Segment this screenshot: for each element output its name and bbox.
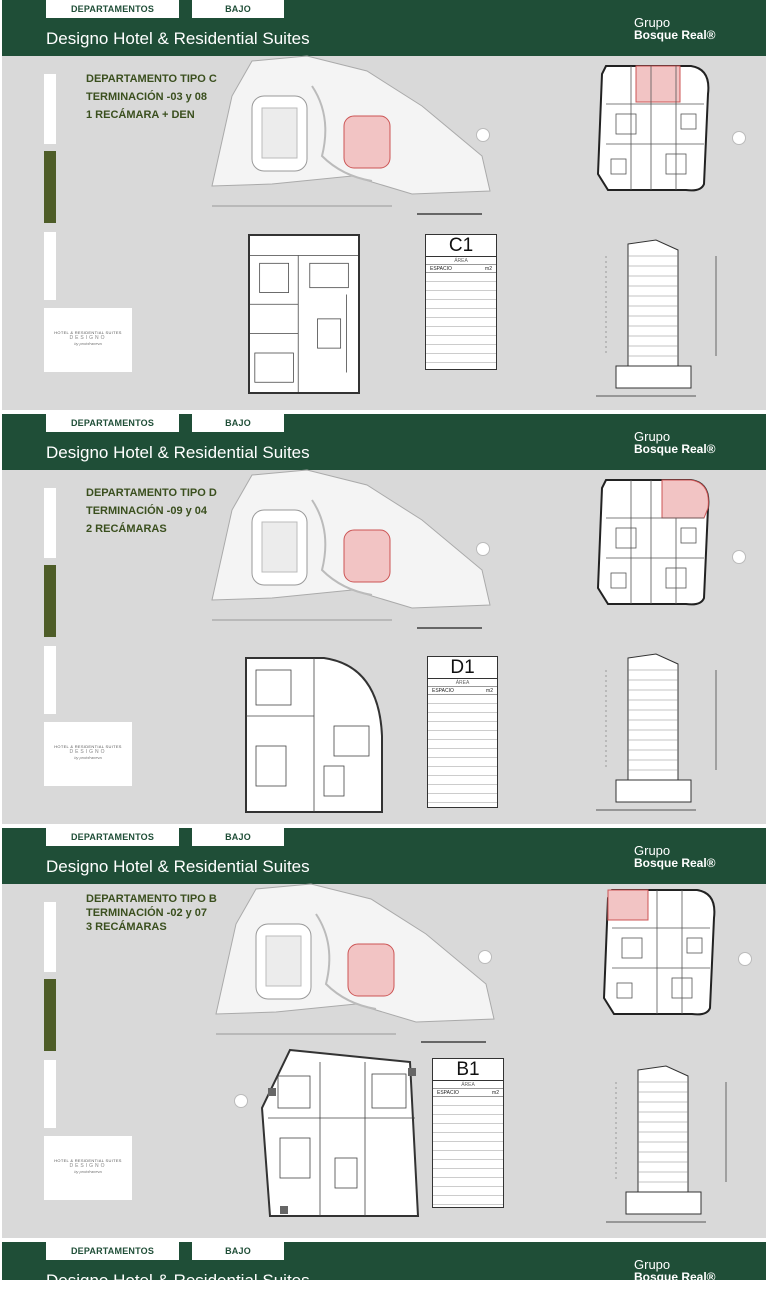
table-row	[433, 1115, 503, 1124]
brand-logo	[634, 16, 716, 42]
side-bar-white	[44, 646, 56, 714]
side-bar-white	[44, 74, 56, 144]
tab-bajo[interactable]: BAJO	[192, 1242, 284, 1260]
brand-line-bosque-real: Bosque Real®	[634, 442, 716, 456]
brand-line-grupo: Grupo	[634, 15, 671, 30]
col-m2: m2	[492, 1090, 499, 1096]
brand-logo	[634, 430, 716, 456]
table-row	[428, 740, 497, 749]
table-row	[428, 794, 497, 803]
table-row	[433, 1169, 503, 1178]
tab-departamentos[interactable]: DEPARTAMENTOS	[46, 1242, 179, 1260]
panel-header	[2, 828, 766, 884]
col-espacio: ESPACIO	[430, 266, 452, 272]
table-row	[426, 309, 496, 318]
tab-departamentos[interactable]: DEPARTAMENTOS	[46, 828, 179, 846]
building-elevation	[596, 650, 766, 818]
table-row	[433, 1160, 503, 1169]
floor-key-plan	[596, 64, 714, 192]
area-table	[425, 234, 497, 370]
panel-header	[2, 414, 766, 470]
logo-line: DESIGNO	[69, 1163, 107, 1169]
table-row	[426, 336, 496, 345]
apartment-type: DEPARTAMENTO TIPO C	[86, 73, 217, 85]
apartment-termination: TERMINACIÓN -02 y 07	[86, 907, 208, 919]
table-row	[426, 327, 496, 336]
tab-bajo[interactable]: BAJO	[192, 414, 284, 432]
apartment-termination: TERMINACIÓN -09 y 04	[86, 505, 208, 517]
area-table	[427, 656, 498, 808]
compass-icon	[234, 1094, 248, 1108]
side-bar-green	[44, 979, 56, 1051]
designo-logo	[44, 722, 132, 786]
col-espacio: ESPACIO	[437, 1090, 459, 1096]
col-m2: m2	[485, 266, 492, 272]
logo-line: HOTEL & RESIDENTIAL SUITES	[54, 330, 122, 335]
brand-line-bosque-real: Bosque Real®	[634, 1270, 716, 1284]
table-row	[428, 713, 497, 722]
tab-departamentos[interactable]: DEPARTAMENTOS	[46, 414, 179, 432]
logo-line: DESIGNO	[69, 749, 107, 755]
table-row	[433, 1133, 503, 1142]
logo-line: HOTEL & RESIDENTIAL SUITES	[54, 1158, 122, 1163]
page-title: Designo Hotel & Residential Suites	[46, 1271, 310, 1290]
table-row	[428, 704, 497, 713]
panel-header	[2, 0, 766, 56]
area-table-header	[433, 1089, 503, 1097]
logo-line: DESIGNO	[69, 335, 107, 341]
panel-body	[2, 56, 766, 410]
table-row	[426, 345, 496, 354]
table-row	[426, 354, 496, 363]
table-row	[433, 1124, 503, 1133]
unit-code: B1	[433, 1059, 503, 1081]
table-row	[433, 1187, 503, 1196]
apartment-info	[86, 892, 217, 934]
apartment-termination: TERMINACIÓN -03 y 08	[86, 91, 208, 103]
compass-icon	[478, 950, 492, 964]
table-row	[428, 767, 497, 776]
brand-line-bosque-real: Bosque Real®	[634, 28, 716, 42]
site-plan	[216, 884, 496, 1044]
logo-line: by proinfraneva	[74, 1169, 102, 1174]
brand-logo	[634, 844, 716, 870]
unit-floor-plan	[260, 1048, 422, 1218]
site-plan	[212, 56, 492, 216]
table-row	[428, 749, 497, 758]
apartment-panel-partial	[2, 1242, 766, 1290]
compass-icon	[732, 550, 746, 564]
unit-code: C1	[426, 235, 496, 257]
compass-icon	[476, 128, 490, 142]
table-row	[428, 758, 497, 767]
area-table-title: ÁREA	[428, 679, 497, 687]
table-row	[433, 1097, 503, 1106]
site-plan	[212, 470, 492, 630]
apartment-info	[86, 70, 217, 124]
apartment-info	[86, 484, 217, 538]
table-row	[428, 731, 497, 740]
logo-line: by proinfraneva	[74, 755, 102, 760]
floor-key-plan	[596, 478, 714, 606]
table-row	[426, 273, 496, 282]
area-table-title: ÁREA	[426, 257, 496, 265]
table-row	[428, 695, 497, 704]
table-row	[428, 722, 497, 731]
col-espacio: ESPACIO	[432, 688, 454, 694]
apartment-type: DEPARTAMENTO TIPO B	[86, 893, 217, 905]
apartment-bedrooms: 2 RECÁMARAS	[86, 523, 167, 535]
page-title: Designo Hotel & Residential Suites	[46, 29, 310, 48]
unit-code: D1	[428, 657, 497, 679]
logo-line: HOTEL & RESIDENTIAL SUITES	[54, 744, 122, 749]
tab-bajo[interactable]: BAJO	[192, 0, 284, 18]
designo-logo	[44, 308, 132, 372]
compass-icon	[732, 131, 746, 145]
brand-line-grupo: Grupo	[634, 843, 671, 858]
table-row	[433, 1106, 503, 1115]
table-row	[433, 1196, 503, 1205]
apartment-panel-c	[2, 0, 766, 410]
floor-key-plan	[602, 888, 720, 1016]
brand-line-grupo: Grupo	[634, 429, 671, 444]
tab-departamentos[interactable]: DEPARTAMENTOS	[46, 0, 179, 18]
apartment-bedrooms: 1 RECÁMARA + DEN	[86, 109, 195, 121]
brand-line-grupo: Grupo	[634, 1257, 671, 1272]
building-elevation	[606, 1062, 776, 1230]
table-row	[426, 282, 496, 291]
apartment-panel-d	[2, 414, 766, 824]
table-row	[428, 785, 497, 794]
compass-icon	[738, 952, 752, 966]
unit-floor-plan	[244, 656, 384, 814]
panel-body	[2, 470, 766, 824]
col-m2: m2	[486, 688, 493, 694]
page-title: Designo Hotel & Residential Suites	[46, 857, 310, 876]
area-table-title: ÁREA	[433, 1081, 503, 1089]
page-title: Designo Hotel & Residential Suites	[46, 443, 310, 462]
apartment-panel-b	[2, 828, 766, 1238]
panel-body	[2, 884, 766, 1238]
side-bar-white	[44, 1060, 56, 1128]
side-bar-white	[44, 488, 56, 558]
table-row	[426, 300, 496, 309]
area-table	[432, 1058, 504, 1208]
side-bar-green	[44, 565, 56, 637]
building-elevation	[596, 236, 766, 404]
table-row	[426, 291, 496, 300]
area-table-header	[428, 687, 497, 695]
side-bar-white	[44, 902, 56, 972]
table-row	[426, 318, 496, 327]
unit-floor-plan	[248, 234, 360, 394]
table-row	[433, 1178, 503, 1187]
designo-logo	[44, 1136, 132, 1200]
area-table-header	[426, 265, 496, 273]
side-bar-white	[44, 232, 56, 300]
logo-line: by proinfraneva	[74, 341, 102, 346]
brand-line-bosque-real: Bosque Real®	[634, 856, 716, 870]
table-row	[428, 776, 497, 785]
compass-icon	[476, 542, 490, 556]
apartment-bedrooms: 3 RECÁMARAS	[86, 921, 167, 933]
table-row	[433, 1142, 503, 1151]
apartment-type: DEPARTAMENTO TIPO D	[86, 487, 217, 499]
brand-logo	[634, 1258, 716, 1284]
panel-header	[2, 1242, 766, 1290]
table-row	[433, 1151, 503, 1160]
side-bar-green	[44, 151, 56, 223]
tab-bajo[interactable]: BAJO	[192, 828, 284, 846]
